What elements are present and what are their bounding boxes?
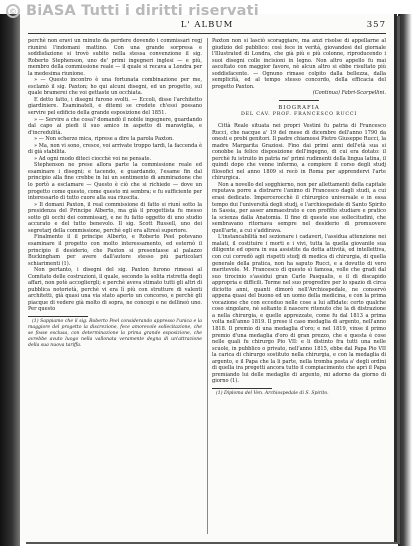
footnote-rule — [28, 316, 88, 317]
watermark-text: BiASA Tutti i diritti riservati — [26, 3, 259, 19]
paragraph: L'instancabilità nel sezionare i cadaveri, l'assidua attenzione nei malati, il costituire i morti e i vivi, tutta la quella giovanile sua diligente ed opera in sua assistite da dotta attività, ed intellettiva, con cui corredò agli rispetti studj di medica di chirurgia, di quella generale della pratica, non ha saputo Rucci, e a dovutto di vero meritevole. M. Francesco di questo sì famosa, volle che gradi dal suo tirocinio s'assidui gran Carlo Pasqualis, e il di discapido appropria e difficili. Terme nel suo progredire per lo spazio di circa diciotto anni, quanti dimorò nell'Archiospedale, ne conservò appena quasi del buono ed un uomo della medicina, e con la prima vocazione che con ecceduo nelle cose a lui affidate: certo qualche coso singolare, nè soltanto il nascere ritenuto che la di distrazione a nella chirurgia, e quelle apprezzate, come fu dal 1813 a prima volta nell'anno 1819. Il prese il caso medaglia di argento, nell'anno 1818. Il premio di una medaglia d'oro; e nel 1819, vinse il primo premio d'una medaglia d'oro di gran prezzo, che e questa è cose nelle quali fu chirurgo Pio VII: e li distinto fra tutti una nelle scuole, in pubblico o privato, nell'anno 1815, ebbe dal Papa Pio VII la carica di chirurgo sostituto nella chirurgia, e con la medaglia di argento, e il Papa che la li parte, nella tromba posta a' degli ordini di quella ira pregetti ancora tutto il compiacimento che aprì il Papa premiando lui delle medaglie di argento, mi adorno da giorno di giorno (1). — [212, 234, 386, 385]
running-head — [28, 20, 386, 34]
section-subheading: DEL CAV. PROF. FRANCESCO RUCCI — [240, 112, 358, 118]
paragraph: E detto fatto, i disegni furono svolti. — Eccoli, disse l'architetto giardiniere. Esaminateli, e ditemi se credete ch'essi possano servire pel edificio della grande esposizione del 1851. — [28, 96, 202, 117]
section-heading: BIOGRAFIA — [278, 104, 320, 111]
paragraph: perchè non eravi un minuto da perdere dovendo i commissari regj riunirsi l'indomani mattino. Con una grande sorpresa e soddisfazione si trovò subito nella stessa convenzione il sig. Roberto Stephenson, uno de' primi ingegneri inglesi — e più, membro della commissione reale — il quale si recava a Londra per la medesima riunione. — [28, 38, 202, 77]
paragraph: » — Questo incontro è una fortunata combinazione per me, esclamò il sig. Paxton; ho qui alcuni disegni, ed un progetto, sul quale bramerei che voi gettaste un occhiata. — [28, 77, 202, 97]
paragraph: Non a novello del sogghierno, non per allettamenti della capitale reputava porre a distrarre l'animo di Francesco dagli studi, a cui erasi dedicato. Impercerocchè il chirurgico universale e in essa tempo dui l'università degli studj, e l'archiospedale di Santo Spirito in Sassia, per asser ammaestrato e con profitto studiare e pratico la scienza dalla Anatomia. Il fine di queste sue sollecitudini, che sembravano ritornava sempre nel desiderio di promuovere quell'arte, a cui s'addirava. — [212, 181, 386, 234]
paragraph: » Il domani Paxton, il real commissione di fatto si riunì sotto la presidenza del Principe Alberto, ma già il progettista fu messo sotto gli occhi dei commissarj, e ne fu fatto oggetto di uno studio accurato e del tutto benevolo. Il sig. Scott Russell, uno dei segretarj della commissione, perchè egli era altresì superiore. — [28, 201, 202, 234]
paragraph: » — Servire a che cosa? domandò il nobile ingegnere, guardando dal capo ai piedi il suo amico in aspetto di maraviglia, e d'incredulità. — [28, 116, 202, 136]
paragraph: » Ad ogni modo diteci ciocchè voi ne pensate. — [34, 155, 152, 162]
header-rule — [28, 33, 386, 34]
page-number: 357 — [366, 20, 386, 30]
paragraph: Stephenson ne prese allora parte la commissione reale ed esaminare i disegni; e tacendo, e guardando, l'esame fin dal principio alla fine crebbe in lui un sentimento di ammirazione che lo portò a esclamare — Questo è ciò che si richiede — dove un progetto come questo, come questo mi sembra; e fu sufficiente per interessarlo di tutto cuore alla sua riuscita. — [28, 162, 202, 202]
left-column — [28, 38, 202, 349]
footnote: (1) Diploma del Ven. Archiospedale di S. Spirito. — [216, 390, 329, 396]
book-binding — [0, 14, 20, 546]
paragraph: Città Reale situata nei propri Vestini fu patria di Francesco Rucci, che nacque a' 19 del mese di dicembre dell'anno 1790 da onesti e probi genitori. Il padre chiamossi Pietro Giuseppe Rucci, la madre Margarita Graziosi. Fino dai primi anni dell'età sua si conobbe la felice disposizione dell'ingegno, di cui era dotato: il perchè fu istruito in patria ne' primi rudimenti della lingua latina, il quindi dopo che venne infermo, a compiere il corso degli studj filosofici nel anno 1809 si recò in Roma per apprendervi l'arte chirurgica. — [212, 123, 386, 182]
right-column — [212, 38, 386, 397]
section-rule — [279, 100, 319, 101]
author-signature: (Continua) Fabri-Scarpellini. — [312, 90, 386, 97]
footnote: (1) Sappiamo che il sig. Roberto Peel considerando appresso l'unica e la maggiore del progetto la discrezione, fece amorevole sollecitazione, che se fosse esclusa, con determinazione la prima grande esposizione, che avrebbe avuto luogo nella vallonata veramente degna di un'attrazione della sua nuova tariffa. — [28, 318, 202, 348]
paragraph: Paxton non si lasciò scoraggiare, ma anzi risolse di appellarne al giudizio del pubblico: così fece in veritá, giovandosi del giornale l'Illustrated di Londra, che già più e più colonne, riproducendo i suoi disegni colle incisioni in legno. Non altro appello fu mai ascoltato con maggior favore, nè alcun altro si ebbe risultato più soddisfacente. — Ognuno rimase colpito dalla bellezza, dalla semplicità, ed al tempo stesso concordo, della efficacia del progetto Paxton. — [212, 38, 386, 90]
scanned-page — [20, 14, 394, 542]
paragraph: Non pertanto, i disegni del sig. Paxton furono rimessi al Comitato delle costruzioni, il quale, secondo la solita ristretta degli affari, non potè accogliergli; e perchè aveva stimato tutti gli altri di pubblica notorietà, perchè vi era lì più con strutture di valenti architetti, già quasi una via stato aperto un concorso, e perchè gli piacque di vedere già molto di sopra, ne concepì e ne dellineò uno. Per questo — [28, 267, 202, 313]
journal-title: L' ALBUM — [180, 20, 234, 30]
copyright-seal-icon: © — [6, 4, 20, 18]
page-edge — [398, 14, 412, 546]
paragraph: » — Non scherzo mica, riprese a dire la parola Paxton. — [34, 136, 174, 143]
paragraph: » Ma, non vi sono, cresce, voi arrivate troppo tardi, la faccenda è di già stabilita. — [28, 142, 202, 156]
watermark — [0, 0, 412, 22]
footnote-rule — [212, 388, 272, 389]
column-divider — [207, 38, 208, 534]
paragraph: Finalmente il il principe Alberto, e Roberto Peel potevano esaminare il progetto con molto interessamento, ed esternò il principio il desiderio, che Paxton si presentasse al palazzo Buckingham per avere dall'autore stesso più particolari schiarimenti (1). — [28, 234, 202, 267]
